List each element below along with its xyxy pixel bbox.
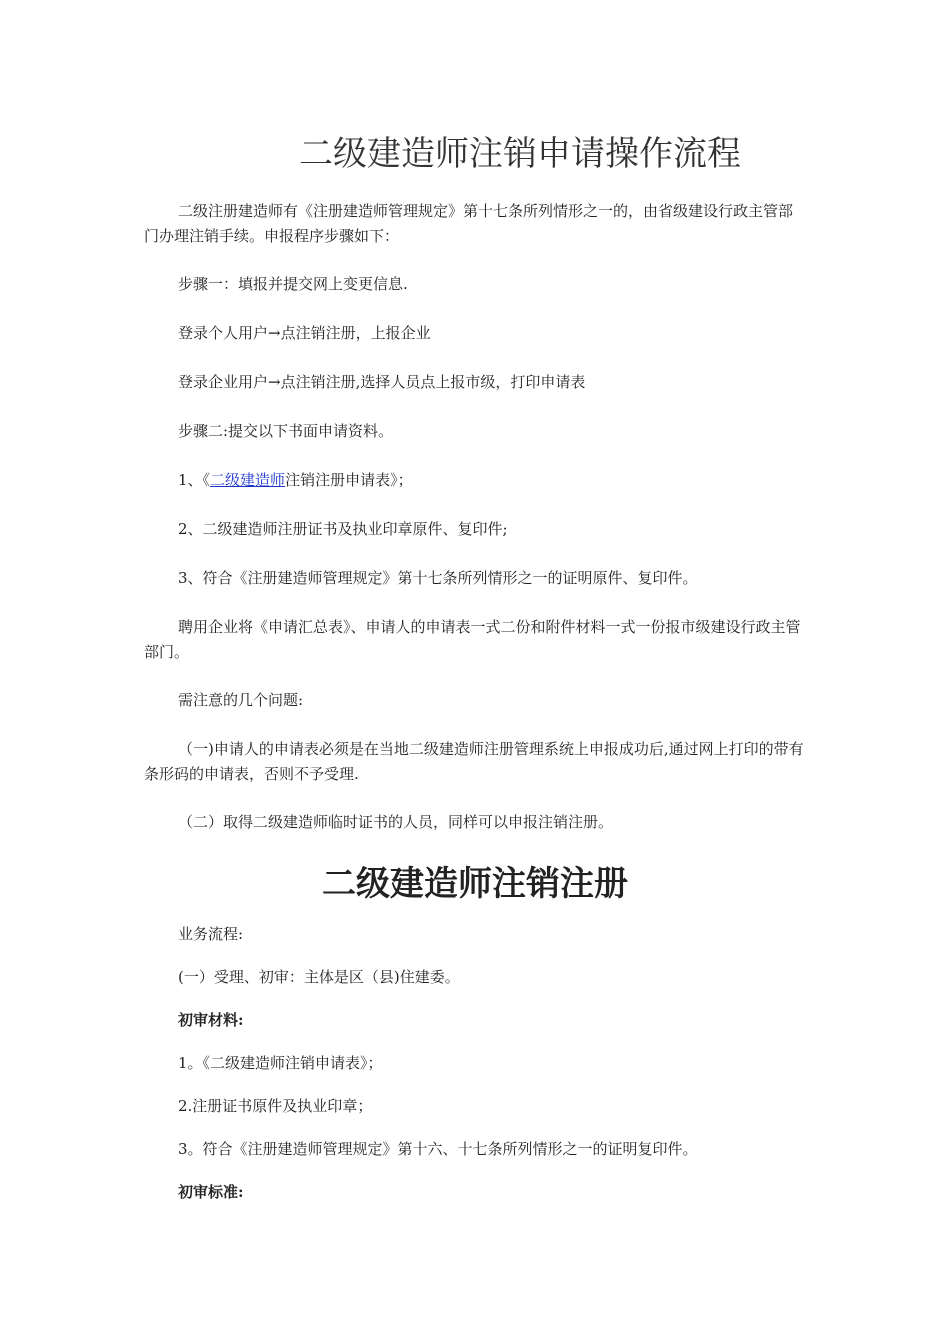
material-item-3: 3、符合《注册建造师管理规定》第十七条所列情形之一的证明原件、复印件。 (178, 569, 698, 587)
notes-heading: 需注意的几个问题: (178, 691, 304, 709)
standards-heading: 初审标准: (178, 1183, 244, 1201)
section2-title: 二级建造师注销注册 (322, 864, 628, 904)
item1-prefix: 1、《 (178, 471, 211, 489)
stage-1: (一）受理、初审：主体是区（县)住建委。 (178, 968, 460, 986)
erji-jianzaoshi-link[interactable]: 二级建造师 (210, 471, 286, 489)
material-item-1 (144, 468, 804, 493)
flow-label: 业务流程: (178, 925, 244, 943)
initial-material-2: 2.注册证书原件及执业印章； (178, 1097, 373, 1115)
materials-heading: 初审材料: (178, 1011, 244, 1029)
intro-paragraph: 二级注册建造师有《注册建造师管理规定》第十七条所列情形之一的，由省级建设行政主管部门办理注销手续。申报程序步骤如下： (144, 202, 794, 245)
note-1: （一)申请人的申请表必须是在当地二级建造师注册管理系统上申报成功后,通过网上打印的带有条形码的申请表，否则不予受理. (144, 740, 804, 783)
note-2: （二）取得二级建造师临时证书的人员，同样可以申报注销注册。 (178, 813, 614, 831)
employer-note: 聘用企业将《申请汇总表》、申请人的申请表一式二份和附件材料一式一份报市级建设行政主管部门。 (144, 618, 801, 661)
page-title: 二级建造师注销申请操作流程 (299, 134, 741, 174)
step2-heading: 步骤二:提交以下书面申请资料。 (178, 422, 394, 440)
initial-material-1: 1。《二级建造师注销申请表》； (178, 1054, 383, 1072)
step1-company-instruction: 登录企业用户→点注销注册,选择人员点上报市级，打印申请表 (178, 373, 586, 391)
material-item-2: 2、二级建造师注册证书及执业印章原件、复印件; (178, 520, 508, 538)
item1-suffix: 注销注册申请表》； (285, 471, 413, 489)
step1-heading: 步骤一：填报并提交网上变更信息. (178, 275, 408, 293)
initial-material-3: 3。符合《注册建造师管理规定》第十六、十七条所列情形之一的证明复印件。 (178, 1140, 698, 1158)
step1-personal-instruction: 登录个人用户→点注销注册，上报企业 (178, 324, 431, 342)
